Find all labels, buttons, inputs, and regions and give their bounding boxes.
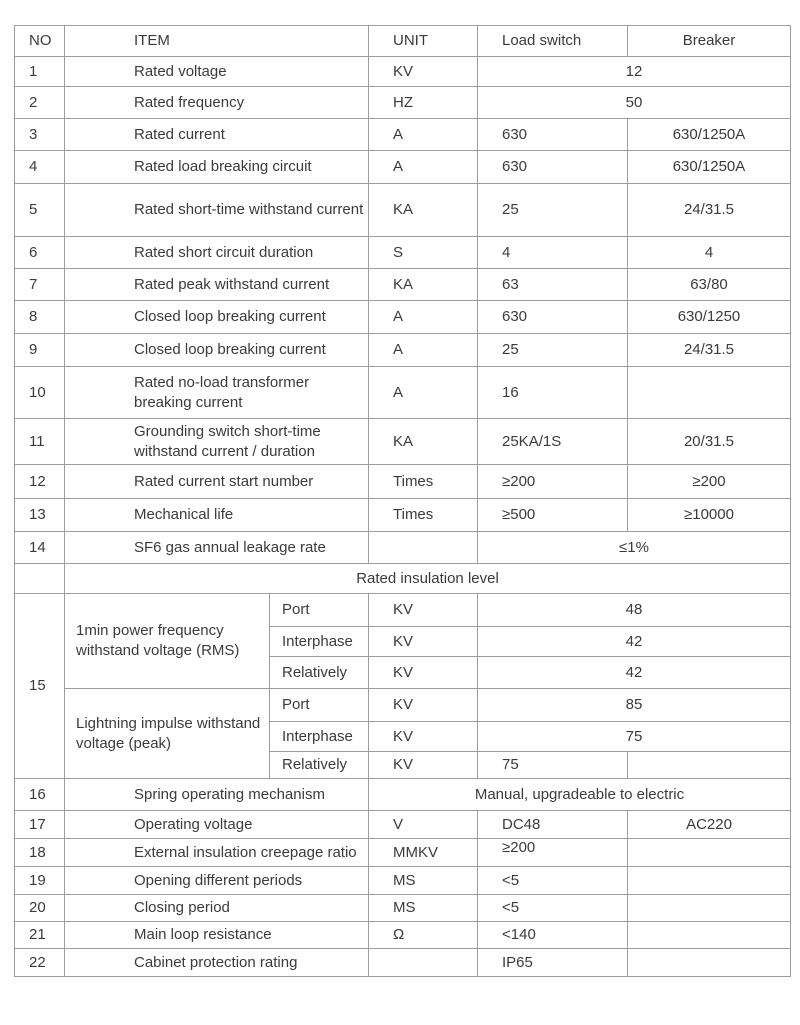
- table-row: [15, 922, 791, 949]
- row-8-unit: A: [369, 301, 478, 334]
- row-14-unit: [369, 532, 478, 564]
- li-relatively-load-value: 75: [478, 752, 628, 779]
- table-row: [15, 184, 791, 237]
- row-1-no: 1: [15, 57, 65, 87]
- row-2-value: 50: [478, 87, 791, 119]
- li-port-value: 85: [478, 689, 791, 722]
- row-2-item: Rated frequency: [65, 87, 369, 119]
- row-20-breaker-value: [628, 895, 791, 922]
- row-11-unit: KA: [369, 419, 478, 465]
- row-14-no: 14: [15, 532, 65, 564]
- row-22-breaker-value: [628, 949, 791, 977]
- insulation-title-no: [15, 564, 65, 594]
- row-1-item: Rated voltage: [65, 57, 369, 87]
- row-16-item: Spring operating mechanism: [65, 779, 369, 811]
- row-20-load-value: <5: [478, 895, 628, 922]
- row-22-load-value: IP65: [478, 949, 628, 977]
- row-11-breaker-value: 20/31.5: [628, 419, 791, 465]
- row-17-item: Operating voltage: [65, 811, 369, 839]
- row-4-no: 4: [15, 151, 65, 184]
- row-17-no: 17: [15, 811, 65, 839]
- row-21-load-value: <140: [478, 922, 628, 949]
- row-17-unit: V: [369, 811, 478, 839]
- row-12-load-value: ≥200: [478, 465, 628, 499]
- row-8-load-value: 630: [478, 301, 628, 334]
- row-18-load-value: ≥200: [478, 839, 628, 867]
- row-19-load-value: <5: [478, 867, 628, 895]
- row-18-no: 18: [15, 839, 65, 867]
- li-relatively-unit: KV: [369, 752, 478, 779]
- row-6-breaker-value: 4: [628, 237, 791, 269]
- header-breaker: Breaker: [628, 26, 791, 57]
- row-6-load-value: 4: [478, 237, 628, 269]
- lightning-impulse-group-label: Lightning impulse withstand voltage (peak): [65, 689, 270, 779]
- row-20-no: 20: [15, 895, 65, 922]
- row-9-unit: A: [369, 334, 478, 367]
- row-21-no: 21: [15, 922, 65, 949]
- row-3-load-value: 630: [478, 119, 628, 151]
- row-19-breaker-value: [628, 867, 791, 895]
- header-row: [15, 26, 791, 57]
- row-12-unit: Times: [369, 465, 478, 499]
- table-row: [15, 895, 791, 922]
- row-11-no: 11: [15, 419, 65, 465]
- row-12-breaker-value: ≥200: [628, 465, 791, 499]
- row-7-item: Rated peak withstand current: [65, 269, 369, 301]
- row-4-breaker-value: 630/1250A: [628, 151, 791, 184]
- row-20-item: Closing period: [65, 895, 369, 922]
- row-11-load-value: 25KA/1S: [478, 419, 628, 465]
- row-21-breaker-value: [628, 922, 791, 949]
- table-row: [15, 839, 791, 867]
- page: [0, 25, 800, 1025]
- row-9-no: 9: [15, 334, 65, 367]
- header-no: NO: [15, 26, 65, 57]
- power-frequency-group-label: 1min power frequency withstand voltage (RMS): [65, 594, 270, 689]
- row-12-item: Rated current start number: [65, 465, 369, 499]
- table-row: [15, 532, 791, 564]
- li-interphase-value: 75: [478, 722, 791, 752]
- row-10-unit: A: [369, 367, 478, 419]
- table-row: [15, 237, 791, 269]
- table-row: [15, 594, 791, 627]
- pf-relatively-unit: KV: [369, 657, 478, 689]
- row-14-value: ≤1%: [478, 532, 791, 564]
- table-row: [15, 334, 791, 367]
- row-17-load-value: DC48: [478, 811, 628, 839]
- row-19-no: 19: [15, 867, 65, 895]
- row-3-item: Rated current: [65, 119, 369, 151]
- li-port-unit: KV: [369, 689, 478, 722]
- table-row: [15, 779, 791, 811]
- table-row: [15, 301, 791, 334]
- row-17-breaker-value: AC220: [628, 811, 791, 839]
- row-10-load-value: 16: [478, 367, 628, 419]
- row-6-item: Rated short circuit duration: [65, 237, 369, 269]
- table-row: [15, 867, 791, 895]
- spec-table: [14, 25, 791, 977]
- table-row: [15, 499, 791, 532]
- row-22-no: 22: [15, 949, 65, 977]
- li-relatively-label: Relatively: [270, 752, 369, 779]
- row-8-no: 8: [15, 301, 65, 334]
- table-row: [15, 367, 791, 419]
- pf-port-label: Port: [270, 594, 369, 627]
- row-5-breaker-value: 24/31.5: [628, 184, 791, 237]
- row-6-unit: S: [369, 237, 478, 269]
- li-interphase-label: Interphase: [270, 722, 369, 752]
- row-13-load-value: ≥500: [478, 499, 628, 532]
- row-20-unit: MS: [369, 895, 478, 922]
- li-port-label: Port: [270, 689, 369, 722]
- table-row: [15, 269, 791, 301]
- header-item: ITEM: [65, 26, 369, 57]
- row-5-unit: KA: [369, 184, 478, 237]
- row-13-unit: Times: [369, 499, 478, 532]
- row-5-item: Rated short-time withstand current: [65, 184, 369, 237]
- row-3-no: 3: [15, 119, 65, 151]
- row-22-unit: [369, 949, 478, 977]
- row-21-unit: Ω: [369, 922, 478, 949]
- row-21-item: Main loop resistance: [65, 922, 369, 949]
- row-5-load-value: 25: [478, 184, 628, 237]
- row-14-item: SF6 gas annual leakage rate: [65, 532, 369, 564]
- table-row: [15, 119, 791, 151]
- row-4-load-value: 630: [478, 151, 628, 184]
- row-8-breaker-value: 630/1250: [628, 301, 791, 334]
- row-1-unit: KV: [369, 57, 478, 87]
- table-row: [15, 419, 791, 465]
- row-13-breaker-value: ≥10000: [628, 499, 791, 532]
- pf-interphase-value: 42: [478, 627, 791, 657]
- row-11-item: Grounding switch short-time withstand current / duration: [65, 419, 369, 465]
- row-7-no: 7: [15, 269, 65, 301]
- row-13-item: Mechanical life: [65, 499, 369, 532]
- row-4-unit: A: [369, 151, 478, 184]
- header-load-switch: Load switch: [478, 26, 628, 57]
- table-row: [15, 57, 791, 87]
- row-22-item: Cabinet protection rating: [65, 949, 369, 977]
- pf-interphase-unit: KV: [369, 627, 478, 657]
- row-7-unit: KA: [369, 269, 478, 301]
- row-9-load-value: 25: [478, 334, 628, 367]
- row-16-no: 16: [15, 779, 65, 811]
- row-5-no: 5: [15, 184, 65, 237]
- row-3-breaker-value: 630/1250A: [628, 119, 791, 151]
- pf-port-unit: KV: [369, 594, 478, 627]
- row-10-item: Rated no-load transformer breaking current: [65, 367, 369, 419]
- table-row: [15, 689, 791, 722]
- row-15-no: 15: [15, 594, 65, 779]
- row-10-no: 10: [15, 367, 65, 419]
- row-2-unit: HZ: [369, 87, 478, 119]
- li-interphase-unit: KV: [369, 722, 478, 752]
- row-2-no: 2: [15, 87, 65, 119]
- table-row: [15, 811, 791, 839]
- table-row: [15, 465, 791, 499]
- row-18-item: External insulation creepage ratio: [65, 839, 369, 867]
- header-unit: UNIT: [369, 26, 478, 57]
- row-16-value: Manual, upgradeable to electric: [369, 779, 791, 811]
- li-relatively-breaker-value: [628, 752, 791, 779]
- pf-relatively-label: Relatively: [270, 657, 369, 689]
- pf-port-value: 48: [478, 594, 791, 627]
- row-18-breaker-value: [628, 839, 791, 867]
- insulation-title-row: [15, 564, 791, 594]
- pf-interphase-label: Interphase: [270, 627, 369, 657]
- row-9-item: Closed loop breaking current: [65, 334, 369, 367]
- row-3-unit: A: [369, 119, 478, 151]
- table-row: [15, 87, 791, 119]
- table-row: [15, 151, 791, 184]
- table-row: [15, 949, 791, 977]
- insulation-title: Rated insulation level: [65, 564, 791, 594]
- row-12-no: 12: [15, 465, 65, 499]
- row-8-item: Closed loop breaking current: [65, 301, 369, 334]
- row-19-unit: MS: [369, 867, 478, 895]
- row-9-breaker-value: 24/31.5: [628, 334, 791, 367]
- row-13-no: 13: [15, 499, 65, 532]
- row-7-load-value: 63: [478, 269, 628, 301]
- row-1-value: 12: [478, 57, 791, 87]
- row-18-unit: MMKV: [369, 839, 478, 867]
- row-7-breaker-value: 63/80: [628, 269, 791, 301]
- row-4-item: Rated load breaking circuit: [65, 151, 369, 184]
- pf-relatively-value: 42: [478, 657, 791, 689]
- row-6-no: 6: [15, 237, 65, 269]
- row-10-breaker-value: [628, 367, 791, 419]
- row-19-item: Opening different periods: [65, 867, 369, 895]
